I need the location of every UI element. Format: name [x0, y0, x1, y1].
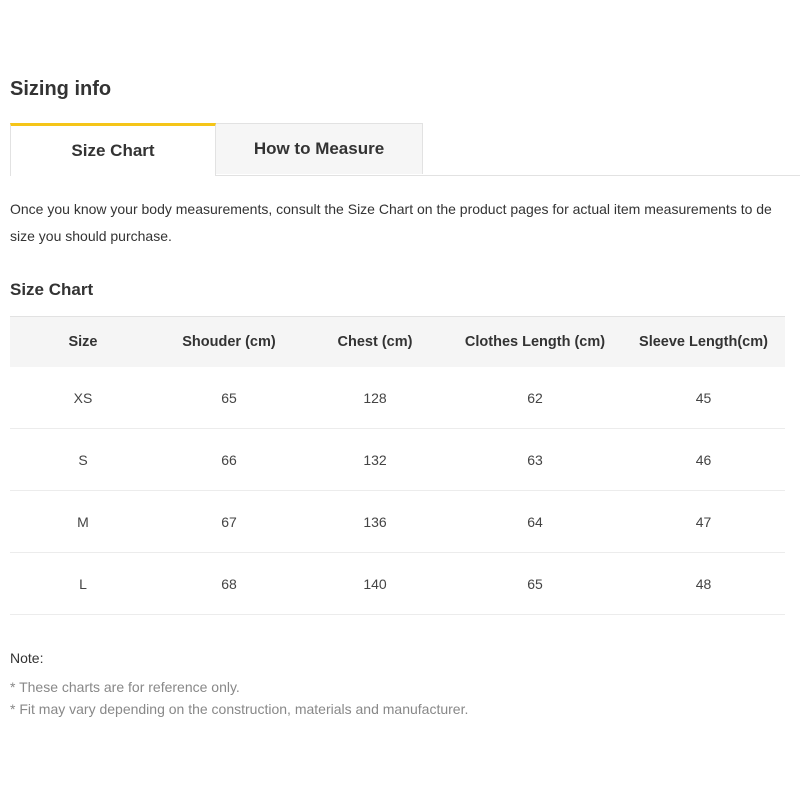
cell-chest: 140: [302, 553, 448, 615]
column-header-shoulder: Shouder (cm): [156, 317, 302, 368]
tab-how-to-measure[interactable]: How to Measure: [216, 123, 423, 174]
cell-clothes-length: 62: [448, 367, 622, 429]
cell-size: L: [10, 553, 156, 615]
table-row: [10, 429, 785, 491]
cell-clothes-length: 65: [448, 553, 622, 615]
intro-text: [10, 196, 800, 250]
column-header-sleeve-length: Sleeve Length(cm): [622, 317, 785, 368]
sizing-tabs: [10, 123, 800, 176]
cell-shoulder: 65: [156, 367, 302, 429]
size-chart-heading: Size Chart: [10, 280, 94, 299]
intro-line-1: Once you know your body measurements, consult the Size Chart on the product pages for actual item measurements to de: [10, 201, 772, 217]
cell-chest: 136: [302, 491, 448, 553]
table-row: [10, 553, 785, 615]
page-title: Sizing info: [10, 78, 112, 100]
note-item: * Fit may vary depending on the construction, materials and manufacturer.: [10, 701, 469, 717]
cell-clothes-length: 63: [448, 429, 622, 491]
cell-sleeve-length: 47: [622, 491, 785, 553]
intro-line-2: size you should purchase.: [10, 228, 172, 244]
column-header-chest: Chest (cm): [302, 317, 448, 368]
note-label: Note:: [10, 650, 44, 666]
cell-size: M: [10, 491, 156, 553]
cell-sleeve-length: 48: [622, 553, 785, 615]
column-header-clothes-length: Clothes Length (cm): [448, 317, 622, 368]
cell-size: XS: [10, 367, 156, 429]
cell-shoulder: 68: [156, 553, 302, 615]
cell-shoulder: 66: [156, 429, 302, 491]
note-item: * These charts are for reference only.: [10, 679, 240, 695]
tab-size-chart[interactable]: Size Chart: [10, 123, 216, 176]
cell-sleeve-length: 46: [622, 429, 785, 491]
cell-size: S: [10, 429, 156, 491]
cell-clothes-length: 64: [448, 491, 622, 553]
table-row: [10, 367, 785, 429]
size-chart-table: [10, 316, 785, 615]
cell-shoulder: 67: [156, 491, 302, 553]
table-row: [10, 491, 785, 553]
note-list: [10, 676, 468, 720]
cell-chest: 128: [302, 367, 448, 429]
cell-sleeve-length: 45: [622, 367, 785, 429]
column-header-size: Size: [10, 317, 156, 368]
cell-chest: 132: [302, 429, 448, 491]
table-header-row: [10, 317, 785, 368]
